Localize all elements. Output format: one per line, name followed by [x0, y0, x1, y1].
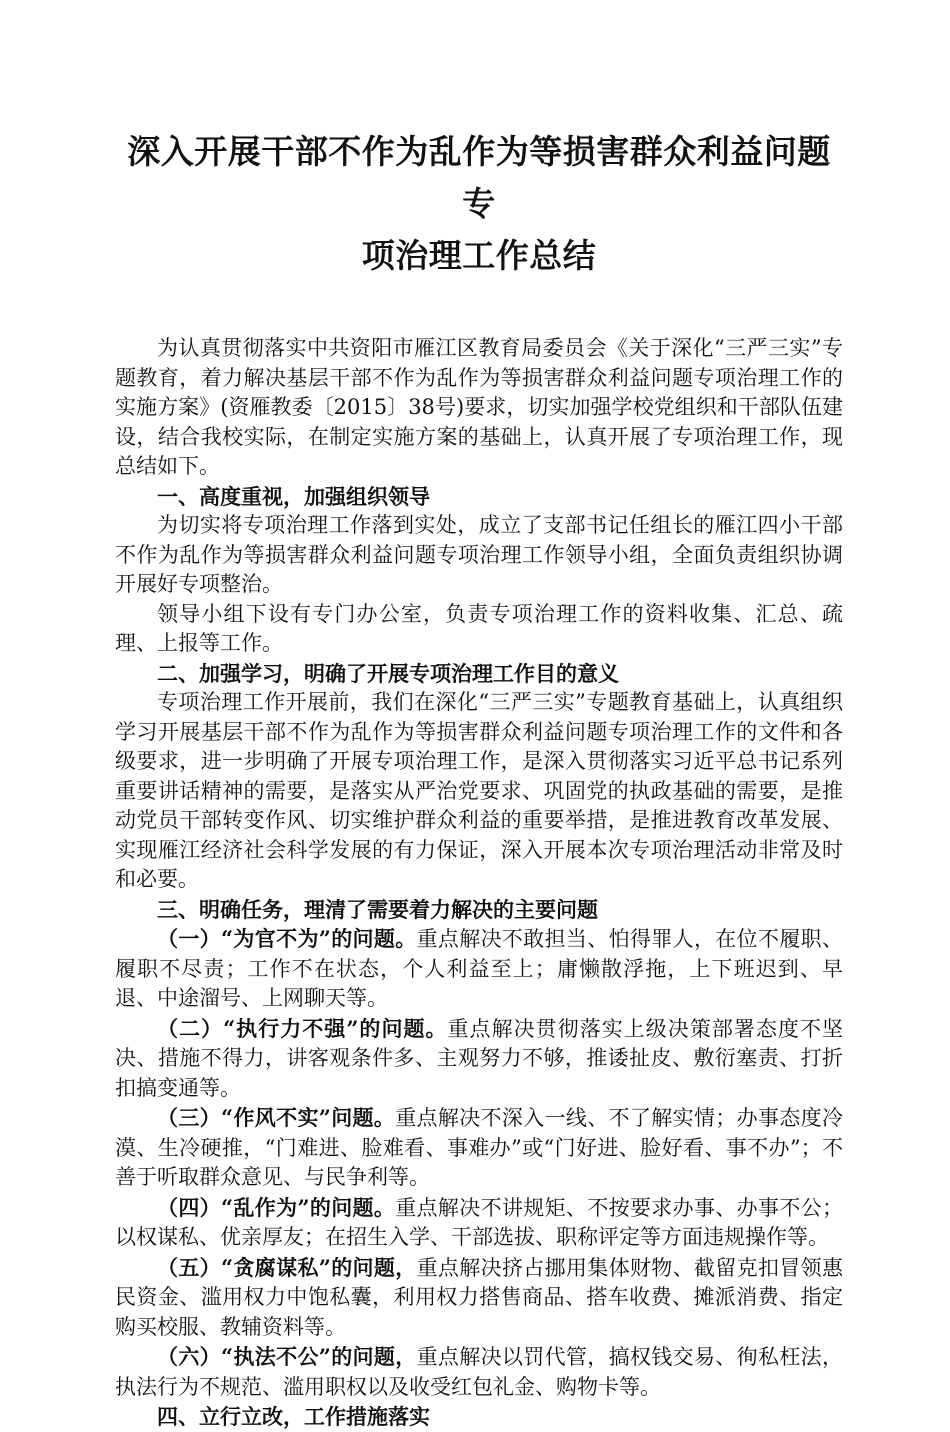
- section-1-paragraph-2: 领导小组下设有专门办公室，负责专项治理工作的资料收集、汇总、疏理、上报等工作。: [115, 601, 843, 655]
- problem-item-text: 重点解决不讲规矩、不按要求办事、办事不公；以权谋私、优亲厚友；在招生入学、干部选拔、职称评定等方面违规操作等。: [115, 1195, 843, 1249]
- problem-item-lead: （四）“乱作为”的问题。: [157, 1194, 396, 1220]
- section-1-heading: 一、高度重视，加强组织领导: [157, 483, 430, 509]
- problem-item-1: [115, 924, 843, 1014]
- section-2-heading: 二、加强学习，明确了开展专项治理工作目的意义: [157, 660, 619, 686]
- problem-item-2: [115, 1014, 843, 1104]
- section-2-paragraph-1: 专项治理工作开展前，我们在深化“三严三实”专题教育基础上，认真组织学习开展基层干部不作为乱作为等损害群众利益问题专项治理工作的文件和各级要求，进一步明确了开展专项治理工作，是深入贯彻落实习近平总书记系列重要讲话精神的需要，是落实从严治党要求、巩固党的执政基础的需要，是推动党员干部转变作风、切实维护群众利益的重要举措，是推进教育改革发展、实现雁江经济社会科学发展的有力保证，深入开展本次专项治理活动非常及时和必要。: [115, 690, 843, 891]
- problem-item-text: 重点解决贯彻落实上级决策部署态度不坚决、措施不得力，讲客观条件多、主观努力不够，推诿扯皮、敷衍塞责、打折扣搞变通等。: [115, 1016, 843, 1100]
- problem-item-text: 重点解决不深入一线、不了解实情；办事态度冷漠、生冷硬推，“门难进、脸难看、事难办”或“门好进、脸好看、事不办”；不善于听取群众意见、与民争利等。: [115, 1106, 843, 1189]
- section-1-paragraph-1: 为切实将专项治理工作落到实处，成立了支部书记任组长的雁江四小干部不作为乱作为等损害群众利益问题专项治理工作领导小组，全面负责组织协调开展好专项整治。: [115, 513, 843, 596]
- section-3-heading: 三、明确任务，理清了需要着力解决的主要问题: [157, 896, 598, 922]
- problem-item-lead: （一）“为官不为”的问题。: [157, 926, 417, 951]
- problem-item-text: 重点解决以罚代管，搞权钱交易、徇私枉法，执法行为不规范、滥用职权以及收受红包礼金、购物卡等。: [115, 1345, 843, 1399]
- problem-item-lead: （三）“作风不实”问题。: [157, 1105, 396, 1130]
- problem-item-4: [115, 1193, 843, 1253]
- section-4-heading: 四、立行立改，工作措施落实: [157, 1404, 430, 1429]
- document-page: [115, 0, 843, 1432]
- document-body: [115, 334, 843, 1432]
- problem-item-text: 重点解决不敢担当、怕得罪人，在位不履职、履职不尽责；工作不在状态，个人利益至上；庸懒散浮拖，上下班迟到、早退、中途溜号、上网聊天等。: [115, 927, 843, 1010]
- document-title: [115, 0, 843, 282]
- problem-item-6: [115, 1342, 843, 1402]
- problem-item-3: [115, 1103, 843, 1193]
- intro-paragraph: 为认真贯彻落实中共资阳市雁江区教育局委员会《关于深化“三严三实”专题教育，着力解决基层干部不作为乱作为等损害群众利益问题专项治理工作的实施方案》(资雁教委〔2015〕38号)要求，切实加强学校党组织和干部队伍建设，结合我校实际，在制定实施方案的基础上，认真开展了专项治理工作，现总结如下。: [115, 336, 843, 478]
- title-line-1: 深入开展干部不作为乱作为等损害群众利益问题专: [127, 132, 831, 223]
- problem-item-5: [115, 1253, 843, 1343]
- problem-item-lead: （五）“贪腐谋私”的问题，: [157, 1254, 417, 1280]
- problem-item-lead: （二）“执行力不强”的问题。: [157, 1015, 448, 1041]
- title-line-2: 项治理工作总结: [361, 236, 597, 275]
- problem-item-lead: （六）“执法不公”的问题，: [157, 1344, 417, 1369]
- problem-item-text: 重点解决挤占挪用集体财物、截留克扣冒领惠民资金、滥用权力中饱私囊，利用权力搭售商品、搭车收费、摊派消费、指定购买校服、教辅资料等。: [115, 1255, 843, 1339]
